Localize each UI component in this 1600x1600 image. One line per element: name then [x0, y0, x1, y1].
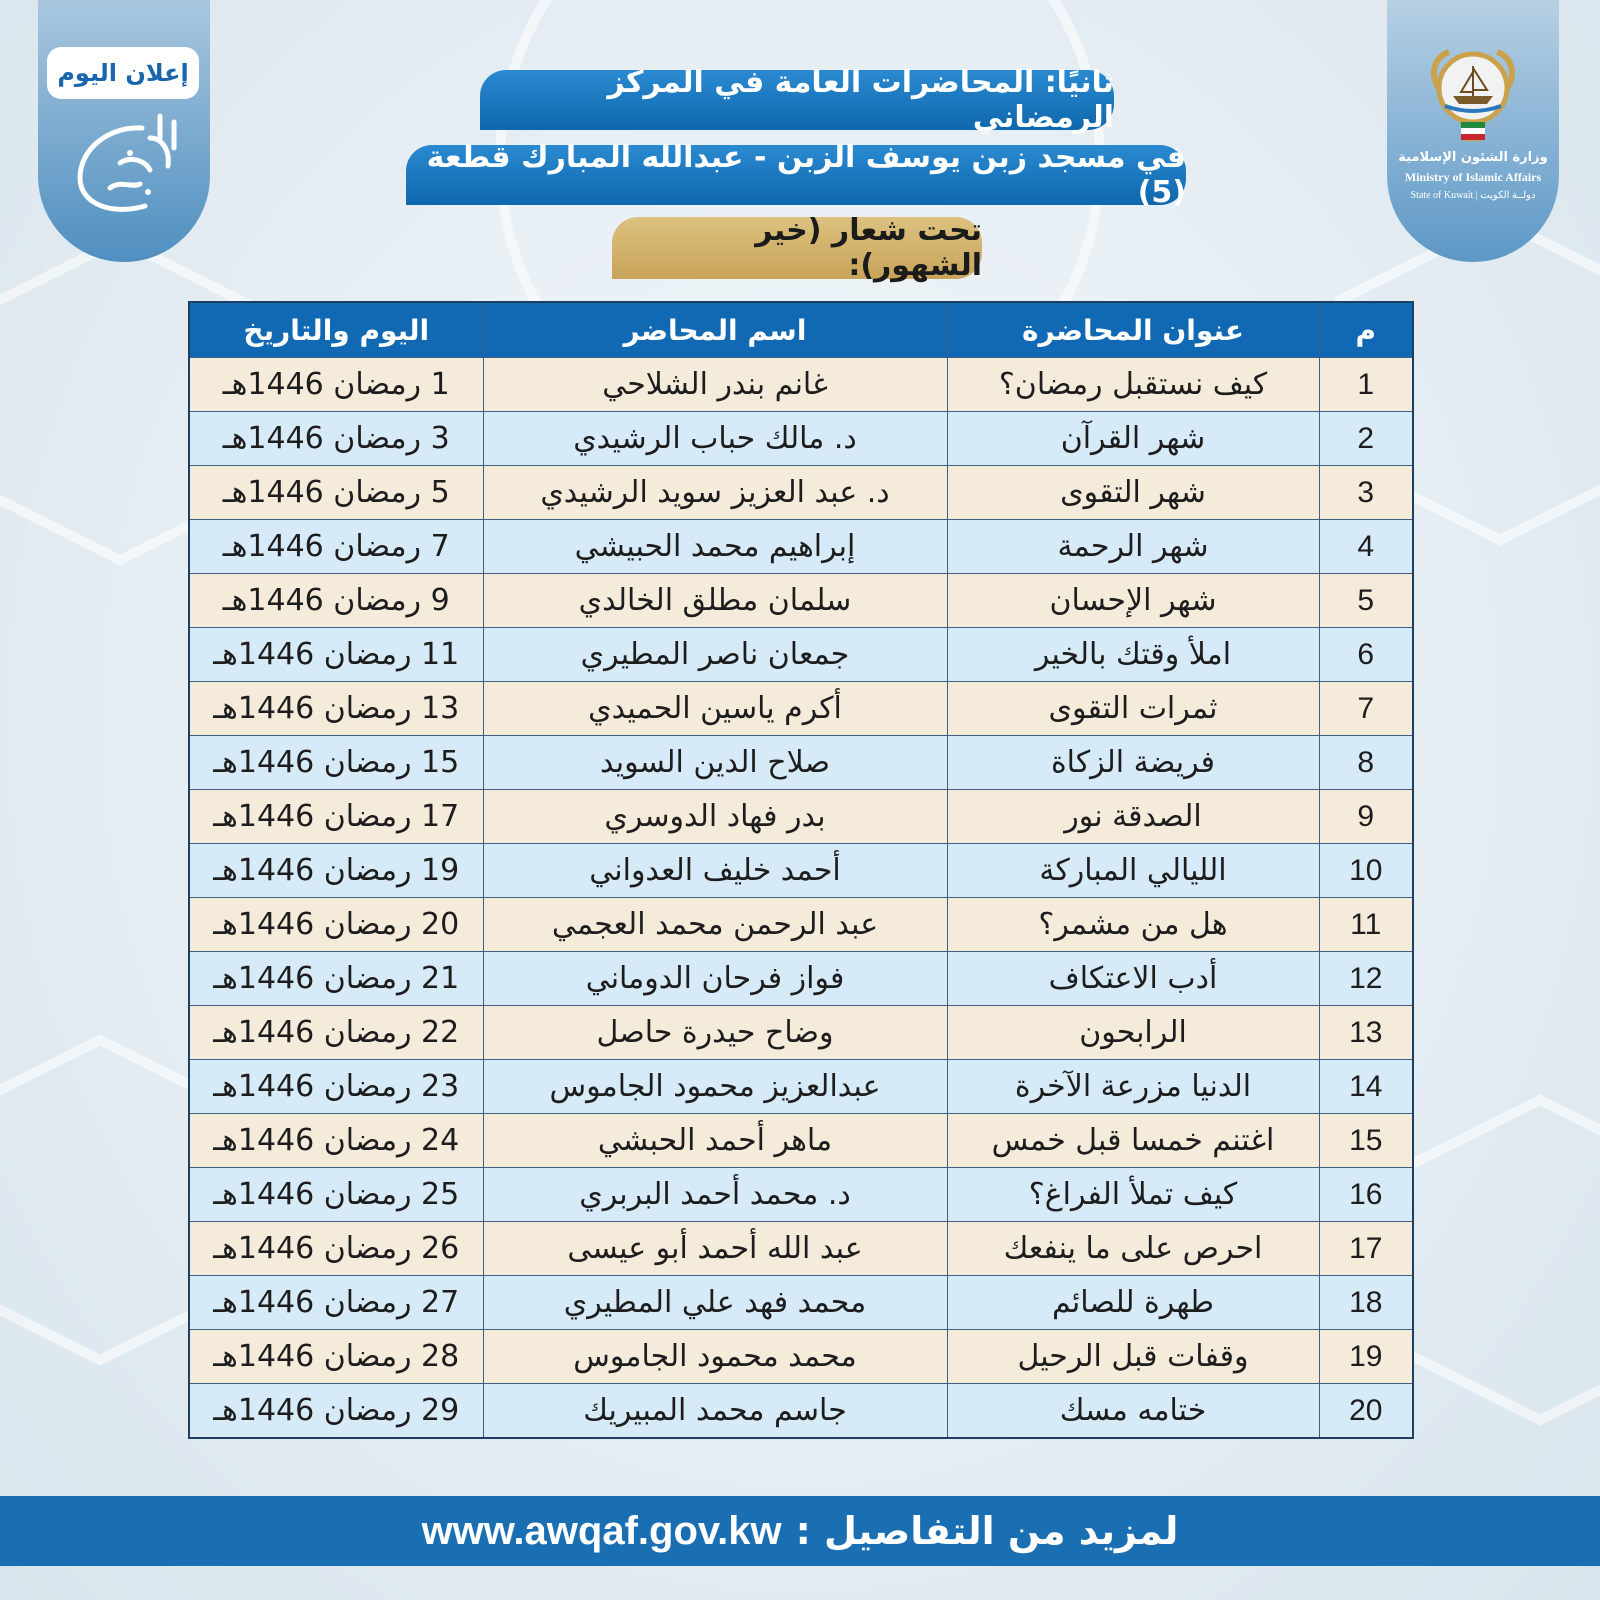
table-row — [189, 412, 1413, 466]
cell-lecturer-name: صلاح الدين السويد — [483, 736, 947, 790]
cell-lecture-title: احرص على ما ينفعك — [947, 1222, 1319, 1276]
cell-date: 17 رمضان 1446هـ — [189, 790, 483, 844]
cell-lecturer-name: فواز فرحان الدوماني — [483, 952, 947, 1006]
table-row — [189, 1222, 1413, 1276]
cell-date: 15 رمضان 1446هـ — [189, 736, 483, 790]
cell-number: 3 — [1319, 466, 1413, 520]
column-header-number: م — [1319, 302, 1413, 358]
cell-lecture-title: فريضة الزكاة — [947, 736, 1319, 790]
cell-number: 16 — [1319, 1168, 1413, 1222]
cell-number: 9 — [1319, 790, 1413, 844]
heading-mosque-location: في مسجد زبن يوسف الزبن - عبدالله المبارك قطعة (5) — [406, 145, 1186, 205]
cell-date: 20 رمضان 1446هـ — [189, 898, 483, 952]
cell-number: 6 — [1319, 628, 1413, 682]
cell-lecture-title: الرابحون — [947, 1006, 1319, 1060]
today-announcement-tag: إعلان اليوم — [47, 47, 199, 99]
cell-date: 3 رمضان 1446هـ — [189, 412, 483, 466]
cell-lecturer-name: د. محمد أحمد البربري — [483, 1168, 947, 1222]
cell-date: 21 رمضان 1446هـ — [189, 952, 483, 1006]
table-row — [189, 1330, 1413, 1384]
cell-date: 29 رمضان 1446هـ — [189, 1384, 483, 1439]
table-row — [189, 520, 1413, 574]
table-row — [189, 1006, 1413, 1060]
cell-lecturer-name: أكرم ياسين الحميدي — [483, 682, 947, 736]
cell-number: 2 — [1319, 412, 1413, 466]
cell-lecture-title: شهر الإحسان — [947, 574, 1319, 628]
cell-lecturer-name: بدر فهاد الدوسري — [483, 790, 947, 844]
footer-bar — [0, 1496, 1600, 1566]
ramadan-calligraphy-logo — [50, 108, 200, 218]
cell-lecturer-name: محمد محمود الجاموس — [483, 1330, 947, 1384]
table-row — [189, 952, 1413, 1006]
cell-number: 20 — [1319, 1384, 1413, 1439]
cell-lecture-title: املأ وقتك بالخير — [947, 628, 1319, 682]
cell-lecture-title: كيف نستقبل رمضان؟ — [947, 358, 1319, 412]
cell-lecture-title: كيف تملأ الفراغ؟ — [947, 1168, 1319, 1222]
cell-date: 1 رمضان 1446هـ — [189, 358, 483, 412]
cell-date: 7 رمضان 1446هـ — [189, 520, 483, 574]
heading-public-lectures: ثانيًا: المحاضرات العامة في المركز الرمضاني — [480, 70, 1114, 130]
table-row — [189, 682, 1413, 736]
cell-lecturer-name: جمعان ناصر المطيري — [483, 628, 947, 682]
table-header-row — [189, 302, 1413, 358]
cell-number: 13 — [1319, 1006, 1413, 1060]
cell-date: 24 رمضان 1446هـ — [189, 1114, 483, 1168]
cell-lecture-title: طهرة للصائم — [947, 1276, 1319, 1330]
cell-date: 22 رمضان 1446هـ — [189, 1006, 483, 1060]
cell-lecture-title: هل من مشمر؟ — [947, 898, 1319, 952]
table-row — [189, 1384, 1413, 1439]
cell-lecturer-name: د. عبد العزيز سويد الرشيدي — [483, 466, 947, 520]
state-of-kuwait-label: State of Kuwait | دولــة الكويت — [1410, 190, 1536, 201]
table-row — [189, 628, 1413, 682]
cell-date: 23 رمضان 1446هـ — [189, 1060, 483, 1114]
cell-date: 28 رمضان 1446هـ — [189, 1330, 483, 1384]
cell-lecture-title: شهر الرحمة — [947, 520, 1319, 574]
cell-date: 25 رمضان 1446هـ — [189, 1168, 483, 1222]
heading-slogan: تحت شعار (خير الشهور): — [612, 217, 982, 279]
cell-number: 11 — [1319, 898, 1413, 952]
cell-number: 7 — [1319, 682, 1413, 736]
table-row — [189, 1168, 1413, 1222]
cell-number: 14 — [1319, 1060, 1413, 1114]
cell-number: 5 — [1319, 574, 1413, 628]
cell-number: 8 — [1319, 736, 1413, 790]
cell-lecturer-name: أحمد خليف العدواني — [483, 844, 947, 898]
table-row — [189, 736, 1413, 790]
table-row — [189, 1114, 1413, 1168]
cell-date: 9 رمضان 1446هـ — [189, 574, 483, 628]
table-row — [189, 1060, 1413, 1114]
cell-lecturer-name: جاسم محمد المبيريك — [483, 1384, 947, 1439]
column-header-date: اليوم والتاريخ — [189, 302, 483, 358]
table-row — [189, 358, 1413, 412]
cell-date: 26 رمضان 1446هـ — [189, 1222, 483, 1276]
column-header-lecturer: اسم المحاضر — [483, 302, 947, 358]
cell-lecture-title: أدب الاعتكاف — [947, 952, 1319, 1006]
cell-date: 19 رمضان 1446هـ — [189, 844, 483, 898]
table-row — [189, 1276, 1413, 1330]
cell-number: 12 — [1319, 952, 1413, 1006]
cell-lecturer-name: سلمان مطلق الخالدي — [483, 574, 947, 628]
cell-lecture-title: الدنيا مزرعة الآخرة — [947, 1060, 1319, 1114]
cell-number: 4 — [1319, 520, 1413, 574]
table-row — [189, 790, 1413, 844]
cell-lecture-title: شهر التقوى — [947, 466, 1319, 520]
table-row — [189, 844, 1413, 898]
cell-lecture-title: وقفات قبل الرحيل — [947, 1330, 1319, 1384]
cell-date: 13 رمضان 1446هـ — [189, 682, 483, 736]
cell-lecturer-name: وضاح حيدرة حاصل — [483, 1006, 947, 1060]
cell-lecture-title: اغتنم خمسا قبل خمس — [947, 1114, 1319, 1168]
cell-lecture-title: الصدقة نور — [947, 790, 1319, 844]
cell-lecturer-name: د. مالك حباب الرشيدي — [483, 412, 947, 466]
cell-lecture-title: ثمرات التقوى — [947, 682, 1319, 736]
ministry-name-english: Ministry of Islamic Affairs — [1404, 170, 1542, 184]
cell-lecture-title: ختامه مسك — [947, 1384, 1319, 1439]
ministry-name-arabic: وزارة الشئون الإسلامية — [1398, 150, 1548, 165]
kuwait-emblem-icon — [1425, 44, 1521, 148]
cell-lecturer-name: محمد فهد علي المطيري — [483, 1276, 947, 1330]
cell-number: 17 — [1319, 1222, 1413, 1276]
cell-date: 5 رمضان 1446هـ — [189, 466, 483, 520]
table-row — [189, 574, 1413, 628]
cell-date: 11 رمضان 1446هـ — [189, 628, 483, 682]
column-header-title: عنوان المحاضرة — [947, 302, 1319, 358]
cell-number: 1 — [1319, 358, 1413, 412]
cell-lecture-title: شهر القرآن — [947, 412, 1319, 466]
cell-number: 10 — [1319, 844, 1413, 898]
cell-lecturer-name: عبد الله أحمد أبو عيسى — [483, 1222, 947, 1276]
cell-number: 15 — [1319, 1114, 1413, 1168]
cell-number: 18 — [1319, 1276, 1413, 1330]
table-row — [189, 898, 1413, 952]
cell-date: 27 رمضان 1446هـ — [189, 1276, 483, 1330]
footer-label: لمزيد من التفاصيل : — [795, 1509, 1179, 1553]
cell-number: 19 — [1319, 1330, 1413, 1384]
cell-lecturer-name: غانم بندر الشلاحي — [483, 358, 947, 412]
table-row — [189, 466, 1413, 520]
cell-lecturer-name: إبراهيم محمد الحبيشي — [483, 520, 947, 574]
cell-lecturer-name: عبدالعزيز محمود الجاموس — [483, 1060, 947, 1114]
cell-lecturer-name: عبد الرحمن محمد العجمي — [483, 898, 947, 952]
lecture-schedule-table — [188, 301, 1414, 1439]
cell-lecturer-name: ماهر أحمد الحبشي — [483, 1114, 947, 1168]
website-link[interactable]: www.awqaf.gov.kw — [421, 1508, 782, 1553]
cell-lecture-title: الليالي المباركة — [947, 844, 1319, 898]
